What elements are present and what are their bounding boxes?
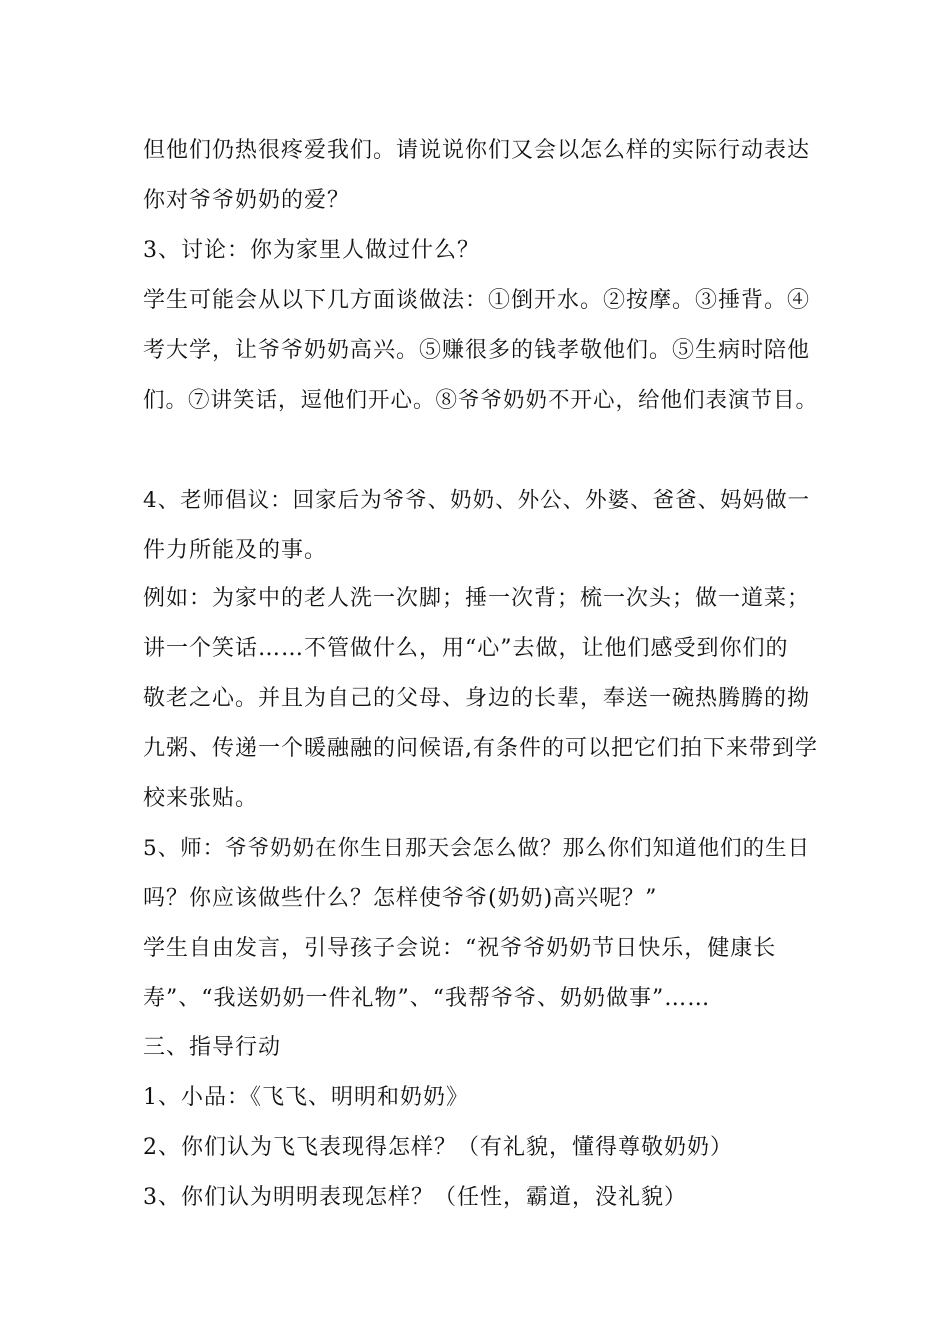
text-line: 2、你们认为飞飞表现得怎样？（有礼貌，懂得尊敬奶奶） [143,1135,733,1160]
text-line: 3、你们认为明明表现怎样？（任性，霸道，没礼貌） [143,1185,687,1210]
text-line: 件力所能及的事。 [143,538,328,563]
text-line: 4、老师倡议：回家后为爷爷、奶奶、外公、外婆、爸爸、妈妈做一 [143,488,811,513]
text-line: 讲一个笑话……不管做什么，用“心”去做，让他们感受到你们的 [143,636,789,661]
text-line: 学生自由发言，引导孩子会说：“祝爷爷奶奶节日快乐，健康长 [143,936,777,961]
text-line: 1、小品：《飞飞、明明和奶奶》 [143,1085,469,1110]
text-line: 敬老之心。并且为自己的父母、身边的长辈，奉送一碗热腾腾的拗 [143,686,811,711]
text-line: 例如：为家中的老人洗一次脚；捶一次背；梳一次头；做一道菜； [143,586,811,611]
text-line: 们。⑦讲笑话，逗他们开心。⑧爷爷奶奶不开心，给他们表演节目。 [143,388,819,413]
text-line: 你对爷爷奶奶的爱？ [143,188,351,213]
text-line: 5、师：爷爷奶奶在你生日那天会怎么做？那么你们知道他们的生日 [143,836,811,861]
text-line: 九粥、传递一个暖融融的问候语,有条件的可以把它们拍下来带到学 [143,736,818,761]
section-heading: 三、指导行动 [143,1035,282,1060]
text-line: 校来张贴。 [143,786,259,811]
text-line: 3、讨论：你为家里人做过什么？ [143,238,480,263]
text-line: 寿”、“我送奶奶一件礼物”、“我帮爷爷、奶奶做事”…… [143,986,711,1011]
text-line: 但他们仍热很疼爱我们。请说说你们又会以怎么样的实际行动表达 [143,138,811,163]
text-line: 考大学，让爷爷奶奶高兴。⑤赚很多的钱孝敬他们。⑤生病时陪他 [143,338,811,363]
text-line: 吗？你应该做些什么？怎样使爷爷(奶奶)高兴呢？” [143,886,658,911]
text-line: 学生可能会从以下几方面谈做法：①倒开水。②按摩。③捶背。④ [143,288,811,313]
